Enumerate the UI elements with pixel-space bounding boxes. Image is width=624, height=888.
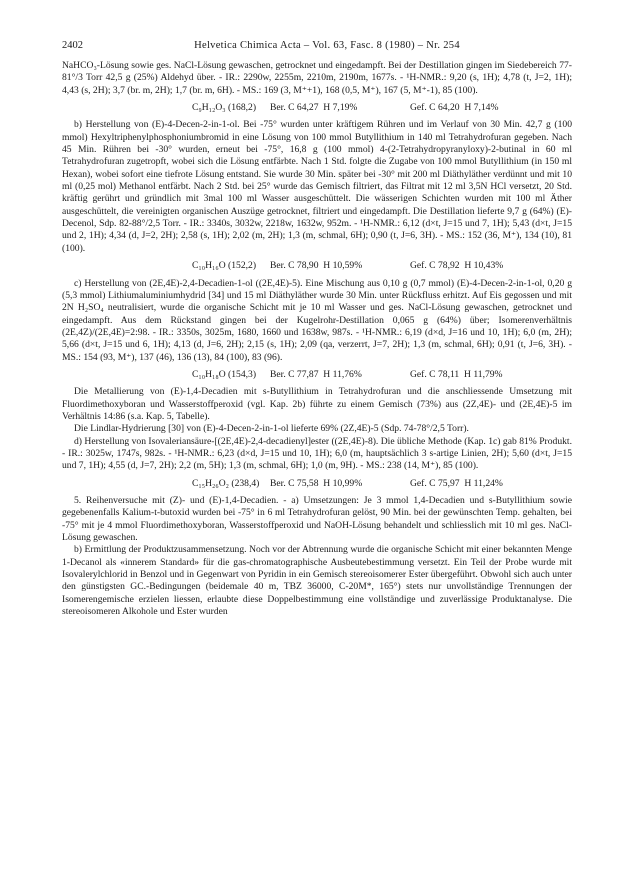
paragraph-2: b) Herstellung von (E)-4-Decen-2-in-1-ol. Bei -75° wurden unter kräftigem Rühren und im Verlauf von 30 Min. 42,7 g (100 mmol) Hexyltriphenylphosphoniumbromid in eine Lösung von 100 mmol Butyllithium in 140 ml Tetrahydrofuran gegeben. Nach 45 Min. Rühren bei -30° wurden, erneut bei -75°, 16,8 g (100 mmol) 4-(2-Tetrahydropyranyloxy)-2-butinal in 60 ml Tetrahydrofuran zugetropft, wobei sich die Lösung entfärbte. Nach 1 Std. folgte die Zugabe von 100 mmol Butyllithium (in 150 ml Hexan), wobei sofort eine tiefrote Lösung entstand. Sie wurde 30 Min. später bei -30° mit 200 ml Diäthyläther verdünnt und mit 10 ml (0,25 mol) Methanol entfärbt. Nach 2 Std. bei 25° wurde das Gemisch filtriert, das Filtrat mit 12 ml 3,5N HCl versetzt, 20 Std. kräftig gerührt und gründlich mit 3mal 100 ml Wasser ausgeschüttelt. Die wässerigen Schichten wurden mit 100 ml Äther ausgeschüttelt, die vereinigten organischen Auszüge getrocknet, filtriert und eingedampft. Die Destillation lieferte 9,7 g (64%) (E)-Decenol, Sdp. 82-88°/2,5 Torr. - IR.: 3340s, 3032w, 2218w, 1632w, 952m. - ¹H-NMR.: 6,12 (d×t, J=15 und 7, 1H); 5,43 (d×t, J=15 und 2, 1H); 4,34 (d, J=2, 2H); 2,58 (s, 1H); 2,02 (m, 2H); 1,3 (m, schmal, 6H); 0,90 (t, J=6, 3H). - MS.: 152 (36, M⁺), 134 (10), 81 (100). [62,119,572,254]
page-number: 2402 [62,40,83,51]
formula-name: C₁₀H₁₆O (152,2) [192,260,257,272]
paragraph-1: NaHCO₃-Lösung sowie ges. NaCl-Lösung gewaschen, getrocknet und eingedampft. Bei der Destillation gingen im Siedebereich 77-81°/3 Torr 42,5 g (25%) Aldehyd über. - IR.: 2290w, 2255m, 2210m, 2190m, 1677s. - ¹H-NMR.: 9,20 (s, 1H); 4,78 (t, J=2, 1H); 4,43 (s, 2H); 3,7 (br. m, 2H); 1,7 (br. m, 6H). - MS.: 169 (3, M⁺+1), 168 (0,5, M⁺), 167 (5, M⁺-1), 85 (100). [62,60,572,96]
journal-title: Helvetica Chimica Acta – Vol. 63, Fasc. 8 (1980) – Nr. 254 [194,40,460,51]
formula-name: C₁₀H₁₈O (154,3) [192,368,257,380]
formula-name: C₉H₁₂O₃ (168,2) [192,102,257,114]
elemental-analysis-3 [62,369,572,381]
paragraph-3: c) Herstellung von (2E,4E)-2,4-Decadien-1-ol ((2E,4E)-5). Eine Mischung aus 0,10 g (0,7 mmol) (E)-4-Decen-2-in-1-ol, 0,20 g (5,3 mmol) Lithiumaluminiumhydrid [34] und 15 ml Diäthyläther wurde 30 Min. unter Rückfluss erhitzt. Auf Eis gegossen und mit 2N H₂SO₄ neutralisiert, wurde die organische Schicht mit je 10 ml Wasser und ges. NaCl-Lösung gewaschen, getrocknet und eingedampft. Aus dem Rückstand gingen bei der Kugelrohr-Destillation 0,065 g (64%) über; Isomerenverhältnis (2E,4Z)/(2E,4E)=2:98. - IR.: 3350s, 3025m, 1680, 1660 und 1638w, 987s. - ¹H-NMR.: 6,19 (d×d, J=16 und 10, 1H); 6,0 (m, 2H); 5,66 (d×t, J=15 und 6, 1H); 4,13 (d, J=6, 2H); 2,15 (s, 1H); 2,09 (qa, verzerrt, J=7, 2H); 1,3 (m, schmal, 6H); 0,91 (t, J=6, 3H). - MS.: 154 (93, M⁺), 137 (46), 136 (13), 84 (100), 83 (96). [62,277,572,363]
elemental-analysis-1 [62,102,572,114]
formula-calculated: Ber. C 78,90 H 10,59% [270,260,363,272]
formula-found: Gef. C 78,11 H 11,79% [410,368,503,380]
formula-found: Gef. C 75,97 H 11,24% [410,477,503,489]
elemental-analysis-2 [62,260,572,272]
page [62,40,572,618]
formula-calculated: Ber. C 64,27 H 7,19% [270,102,358,114]
formula-calculated: Ber. C 75,58 H 10,99% [270,477,363,489]
page-header [62,40,572,51]
elemental-analysis-4 [62,478,572,490]
paragraph-8: b) Ermittlung der Produktzusammensetzung. Noch vor der Abtrennung wurde die organische Schicht mit einer bekannten Menge 1-Decanol als «innerem Standard» für die gas-chromatographische Ausbeutebestimmung versetzt. Ein Teil der Probe wurde mit Isovalerylchlorid in Benzol und in Gegenwart von Pyridin in ein Gemisch stereoisomerer Ester übergeführt. Obwohl sich auch unter den günstigsten GC.-Bedingungen (beidemale 40 m, TBZ 36000, C-20M*, 165°) stets nur unvollständige Trennungen der Isomerengemische erzielen liessen, erlaubte diese Doppelbestimmung eine vollständige und zuverlässige Produktanalyse. Die stereoisomeren Alkohole und Ester wurden [62,544,572,618]
paragraph-4: Die Metallierung von (E)-1,4-Decadien mit s-Butyllithium in Tetrahydrofuran und die anschliessende Umsetzung mit Fluordimethoxyboran und Wasserstoffperoxid (vgl. Kap. 2b) führte zu einem Gemisch (73%) aus (2Z,4E)- und (2E,4E)-5 im Verhältnis 14:86 (s.a. Kap. 5, Tabelle). [62,386,572,422]
formula-found: Gef. C 64,20 H 7,14% [410,102,499,114]
paragraph-7: 5. Reihenversuche mit (Z)- und (E)-1,4-Decadien. - a) Umsetzungen: Je 3 mmol 1,4-Decadien und s-Butyllithium sowie gegebenenfalls Kalium-t-butoxid wurden bei -75° in 6 ml Tetrahydrofuran gelöst, 90 Min. bei der gewünschten Temp. gehalten, bei -75° mit je 4 mmol Fluordimethoxyboran, Wasserstoffperoxid und NaOH-Lösung behandelt und schliesslich mit 10 ml ges. NaCl-Lösung gewaschen. [62,495,572,544]
formula-found: Gef. C 78,92 H 10,43% [410,260,504,272]
paragraph-5: Die Lindlar-Hydrierung [30] von (E)-4-Decen-2-in-1-ol lieferte 69% (2Z,4E)-5 (Sdp. 74-78°/2,5 Torr). [74,423,469,435]
formula-calculated: Ber. C 77,87 H 11,76% [270,368,362,380]
formula-name: C₁₅H₂₆O₂ (238,4) [192,477,260,489]
paragraph-6: d) Herstellung von Isovaleriansäure-[(2E,4E)-2,4-decadienyl]ester ((2E,4E)-8). Die übliche Methode (Kap. 1c) gab 81% Produkt. - IR.: 3025w, 1747s, 982s. - ¹H-NMR.: 6,23 (d×d, J=15 und 10, 1H); 6,0 (m, hauptsächlich 3 s-artige Linien, 2H); 5,60 (d×t, J=15 und 7, 1H); 4,55 (d, J=7, 2H); 2,2 (m, 5H); 1,3 (m, schmal, 6H); 1,0 (m, 9H). - MS.: 238 (14, M⁺), 85 (100). [62,435,572,472]
